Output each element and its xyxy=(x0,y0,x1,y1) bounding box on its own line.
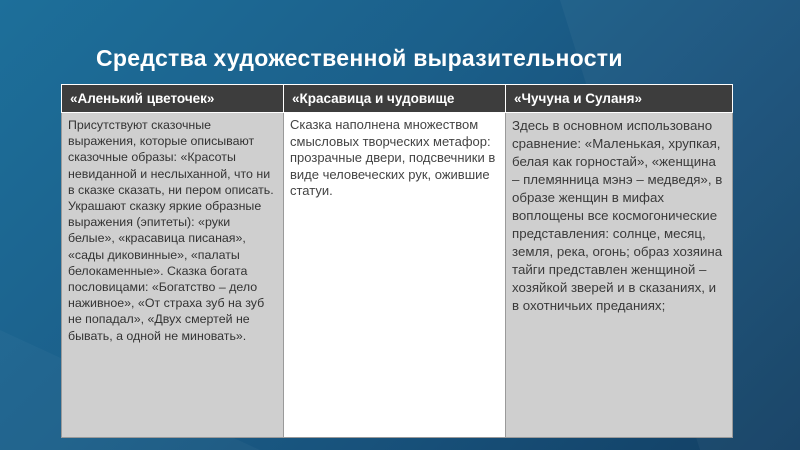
table-header-row xyxy=(62,85,733,113)
header-alenkiy-tsvetochek: «Аленький цветочек» xyxy=(62,85,284,113)
slide-title: Средства художественной выразительности xyxy=(96,45,623,71)
comparison-table xyxy=(61,84,733,438)
cell-text: Сказка наполнена множеством смысловых творческих метафор: прозрачные двери, подсвечники в виде человеческих рук, ожившие статуи. xyxy=(290,117,496,198)
header-krasavitsa-i-chudovishche: «Красавица и чудовище xyxy=(284,85,506,113)
cell-text: Здесь в основном использовано сравнение: «Маленькая, хрупкая, белая как горностай», «женщина – племянница мэнэ – медведя», в образе женщин в мифах воплощены все космогонические представления: солнце, месяц, земля, река, огонь; образ хозяина тайги представлен женщиной – хозяйкой зверей и в сказаниях, и в охотничьих преданиях; xyxy=(512,118,723,313)
table-row xyxy=(62,113,733,438)
cell-krasavitsa-i-chudovishche xyxy=(284,113,506,438)
cell-text: Присутствуют сказочные выражения, которые описывают сказочные образы: «Красоты невиданной и неслыханной, что ни в сказке сказать, ни пером описать. Украшают сказку яркие образные выражения (эпитеты): «руки белые», «красавица писаная», «сады диковинные», «палаты белокаменные». Сказка богата пословицами: «Богатство – дело наживное», «От страха зуб на зуб не попадал», «Двух смертей не бывать, а одной не миновать». xyxy=(68,118,274,343)
cell-alenkiy-tsvetochek xyxy=(62,113,284,438)
header-chuchuna-i-sulanya: «Чучуна и Суланя» xyxy=(506,85,733,113)
cell-chuchuna-i-sulanya xyxy=(506,113,733,438)
